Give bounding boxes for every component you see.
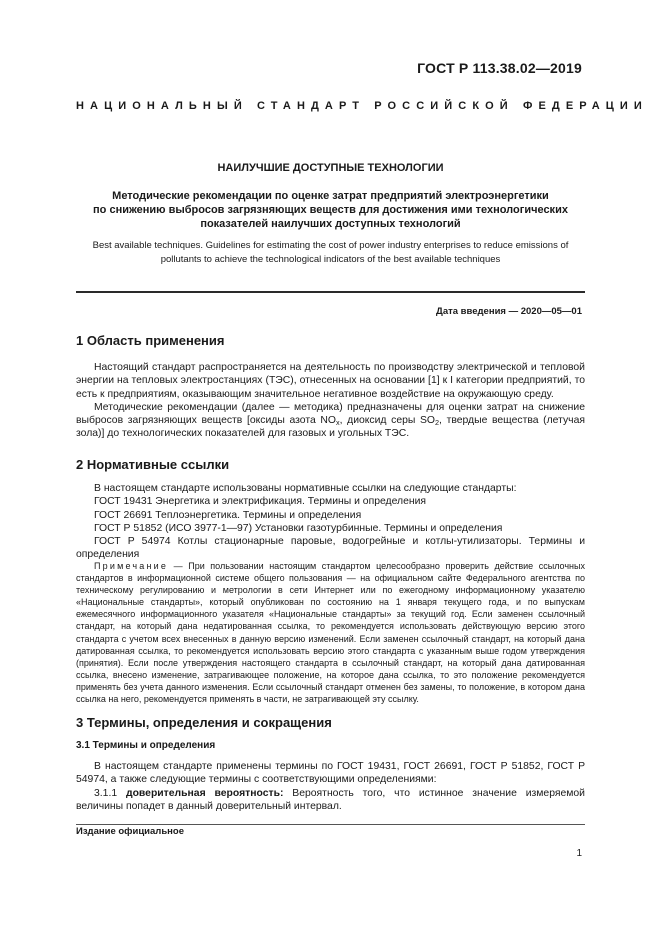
footer-divider xyxy=(76,824,585,825)
section-2-heading: 2 Нормативные ссылки xyxy=(76,457,230,472)
subscript: 2 xyxy=(435,418,440,428)
term-definition xyxy=(76,787,585,814)
note-text: — При пользовании настоящим стандартом целесообразно проверить действие ссылочных стандартов в информационной системе общего пользования — на официальном сайте Федерального агентства по техническому регулированию и метрологии в сети Интернет или по ежегодному информационному указателю «Национальные стандарты», который опубликован по состоянию на 1 января текущего года, и по выпускам ежемесячного информационного указателя «Национальные стандарты» за текущий год. Если заменен ссылочный стандарт, на который дана недатированная ссылка, то рекомендуется использовать действующую версию этого стандарта с учетом всех внесенных в данную версию изменений. Если заменен ссылочный стандарт, на который дана датированная ссылка, то рекомендуется использовать версию этого стандарта с указанным выше годом утверждения (принятия). Если после утверждения настоящего стандарта в ссылочный стандарт, на который дана датированная ссылка, внесено изменение, затрагивающее положение, на которое дана ссылка, то это положение рекомендуется применять без учета данного изменения. Если ссылочный стандарт отменен без замены, то положение, в котором дана ссылка на него, рекомендуется применять в части, не затрагивающей эту ссылку. xyxy=(76,561,585,705)
document-subtitle xyxy=(76,189,585,231)
paragraph-text: , твердые вещества (летучая зола)] до технологических показателей для газовых и угольных ТЭС. xyxy=(76,415,585,440)
national-standard-banner: НАЦИОНАЛЬНЫЙ СТАНДАРТ РОССИЙСКОЙ ФЕДЕРАЦИИ xyxy=(76,100,648,112)
paragraph xyxy=(76,401,585,441)
paragraph-text: Методические рекомендации (далее — методика) предназначены для оценки затрат на снижение выбросов загрязняющих веществ [оксиды азота NO xyxy=(76,401,585,427)
reference-item: ГОСТ 26691 Теплоэнергетика. Термины и определения xyxy=(94,509,362,521)
reference-note xyxy=(76,560,585,705)
section-1-heading: 1 Область применения xyxy=(76,333,225,348)
term-text: Вероятность того, что истинное значение измеряемой величины попадет в данный доверительный интервал. xyxy=(76,787,585,812)
introduction-date: Дата введения — 2020—05—01 xyxy=(436,306,582,317)
document-code: ГОСТ Р 113.38.02—2019 xyxy=(417,60,582,76)
term-name: доверительная вероятность: xyxy=(125,787,284,799)
subtitle-line: показателей наилучших доступных технологий xyxy=(200,218,461,230)
reference-item: ГОСТ Р 51852 (ИСО 3977-1—97) Установки газотурбинные. Термины и определения xyxy=(94,522,503,534)
english-title xyxy=(64,239,597,266)
page-number: 1 xyxy=(576,848,582,859)
section-2-body xyxy=(76,482,585,562)
reference-item: ГОСТ Р 54974 Котлы стационарные паровые, водогрейные и котлы-утилизаторы. Термины и определения xyxy=(76,536,585,561)
title-divider xyxy=(76,291,585,293)
subscript: x xyxy=(335,418,340,428)
subtitle-line: по снижению выбросов загрязняющих веществ для достижения ими технологических xyxy=(93,204,568,216)
paragraph: В настоящем стандарте применены термины по ГОСТ 19431, ГОСТ 26691, ГОСТ Р 51852, ГОСТ Р 54974, а также следующие термины с соответствующими определениями: xyxy=(76,761,585,786)
paragraph: Настоящий стандарт распространяется на деятельность по производству электрической и тепловой энергии на тепловых электростанциях (ТЭС), отнесенных на основании [1] к I категории предприятий, то есть к предприятиям, оказывающим значительное негативное воздействие на окружающую среду. xyxy=(76,362,585,400)
term-number: 3.1.1 xyxy=(94,787,126,799)
subtitle-line: Методические рекомендации по оценке затрат предприятий электроэнергетики xyxy=(112,190,549,202)
note-label: Примечание xyxy=(94,561,169,571)
paragraph-text: , диоксид серы SO xyxy=(339,415,435,427)
subsection-3-1-heading: 3.1 Термины и определения xyxy=(76,740,216,751)
section-3-heading: 3 Термины, определения и сокращения xyxy=(76,715,332,730)
document-title: НАИЛУЧШИЕ ДОСТУПНЫЕ ТЕХНОЛОГИИ xyxy=(217,162,444,174)
english-title-line: Best available techniques. Guidelines for estimating the cost of power industry enterprises to reduce emissions of xyxy=(92,240,569,251)
edition-label: Издание официальное xyxy=(76,826,184,837)
paragraph: В настоящем стандарте использованы нормативные ссылки на следующие стандарты: xyxy=(94,483,517,494)
section-3-body xyxy=(76,760,585,813)
section-1-body xyxy=(76,361,585,441)
reference-item: ГОСТ 19431 Энергетика и электрификация. Термины и определения xyxy=(94,496,427,508)
english-title-line: pollutants to achieve the technological indicators of the best available techniques xyxy=(160,253,501,265)
